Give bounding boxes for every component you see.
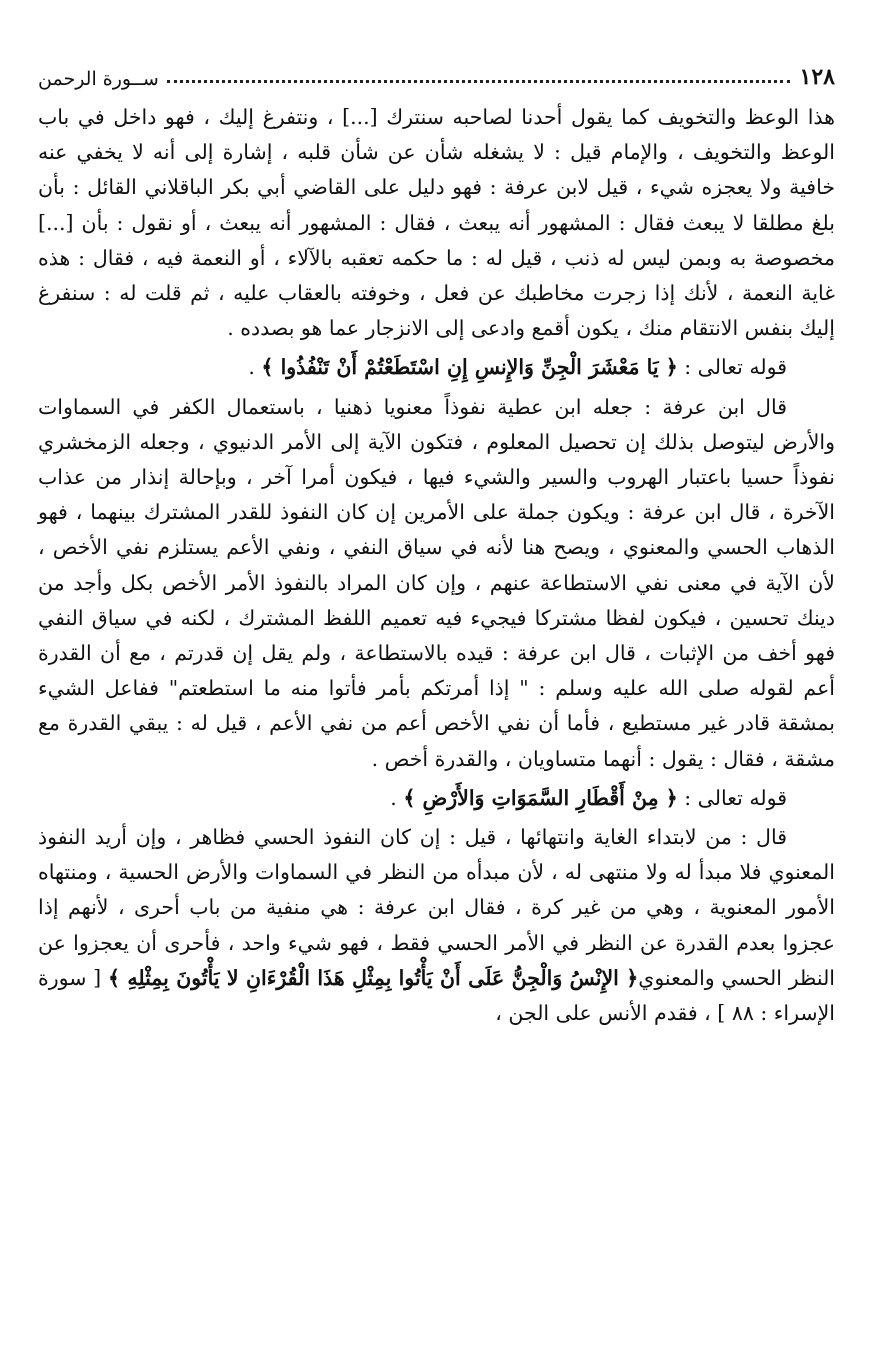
page-number: ١٢٨	[799, 64, 835, 90]
verse-end-mark: .	[248, 355, 255, 380]
paragraph-continuation: هذا الوعظ والتخويف كما يقول أحدنا لصاحبه سنترك [...] ، ونتفرغ إليك ، فهو داخل في باب الوعظ والتخويف ، والإمام قيل : لا يشغله شأن عن شأن قلبه ، إشارة إلى أنه لا يخفي عنه خافية ولا يعجزه شيء ، قيل لابن عرفة : فهو دليل على القاضي أبي بكر الباقلاني القائل : بأن بلغ مطلقا لا يبعث فقال : المشهور أنه يبعث ، فقال : المشهور أنه يبعث ، أو نقول : بأن [...] مخصوصة به وبمن ليس له ذنب ، قيل له : ما حكمه تعقبه بالآلاء ، أو النعمة فيه ، فقال : هذه غاية النعمة ، لأنك إذا زجرت مخاطبك عن فعل ، وخوفته بالعقاب عليه ، ثم قلت له : سنفرغ إليك بنفس الانتقام منك ، يكون أقمع وادعى إلى الانزجار عما هو بصدده .	[38, 105, 835, 341]
paragraph-commentary	[38, 820, 835, 1031]
header-dotted-rule	[167, 80, 790, 83]
page-body	[38, 100, 835, 1031]
page-header	[38, 58, 835, 90]
quran-quote: ﴿ يَا مَعْشَرَ الْجِنِّ وَالإِنسِ إِنِ اسْتَطَعْتُمْ أَنْ تَنْفُذُوا ﴾	[261, 355, 678, 380]
verse-intro: قوله تعالى :	[684, 355, 787, 380]
verse-intro: قوله تعالى :	[684, 785, 787, 810]
quran-reference: [ سورة الإسراء : ٨٨ ] ، فقدم الأنس على الجن ،	[38, 965, 835, 1026]
quran-quote: ﴿ الإِنْسُ وَالْجِنُّ عَلَى أَنْ يَأْتُوا بِمِثْلِ هَذَا الْقُرْءَانِ لا يَأْتُونَ بِمِثْلِهِ ﴾	[107, 965, 639, 990]
surah-title: ســورة الرحمن	[38, 68, 159, 90]
verse-end-mark: .	[390, 785, 397, 810]
paragraph-commentary: قال ابن عرفة : جعله ابن عطية نفوذاً معنويا ذهنيا ، باستعمال الكفر في السماوات والأرض ليتوصل بذلك إن تحصيل المعلوم ، فتكون الآية إلى الأمر الدنيوي ، وجعله الزمخشري نفوذاً حسيا باعتبار الهروب والسير والشيء فيها ، فيكون أمرا آخر ، وبإحالة إنذار من عذاب الآخرة ، قال ابن عرفة : ويكون جملة على الأمرين إن كان النفوذ للقدر المشترك بينهما ، فهو الذهاب الحسي والمعنوي ، ويصح هنا لأنه في سياق النفي ، ونفي الأعم يستلزم نفي الأخص ، لأن الآية في معنى نفي الاستطاعة عنهم ، وإن كان المراد بالنفوذ الأمر الأخص بكل وأجد من دينك تحسين ، فيكون لفظا مشتركا فيجيء فيه تعميم اللفظ المشترك ، لكنه في سياق النفي فهو أخف من الإثبات ، قال ابن عرفة : قيده بالاستطاعة ، ولم يقل إن قدرتم ، مع أن القدرة أعم لقوله صلى الله عليه وسلم : " إذا أمرتكم بأمر فأتوا منه ما استطعتم" ففاعل الشيء بمشقة قادر غير مستطيع ، فأما أن نفي الأخص أعم من نفي الأعم ، قيل له : يبقي القدرة مع مشقة ، فقال : يقول : أنهما متساويان ، والقدرة أخص .	[38, 394, 835, 771]
verse-heading	[38, 781, 835, 816]
verse-heading	[38, 350, 835, 385]
quran-quote: ﴿ مِنْ أَقْطَارِ السَّمَوَاتِ وَالأَرْضِ ﴾	[403, 785, 678, 810]
paragraph-text: قال : من لابتداء الغاية وانتهائها ، قيل : إن كان النفوذ الحسي فظاهر ، وإن أريد النفوذ المعنوي فلا مبدأ له ولا منتهى له ، لأن مبدأه من النظر في السماوات والأرض الحسية ، ومنتهاه الأمور المعنوية ، وهي من غير كرة ، فقال ابن عرفة : هي منفية من باب أحرى ، لأنهم إذا عجزوا بعدم القدرة عن النظر في الأمر الحسي فقط ، فهو شيء واحد ، فأحرى أن يعجزوا عن النظر الحسي والمعنوي	[38, 825, 836, 990]
